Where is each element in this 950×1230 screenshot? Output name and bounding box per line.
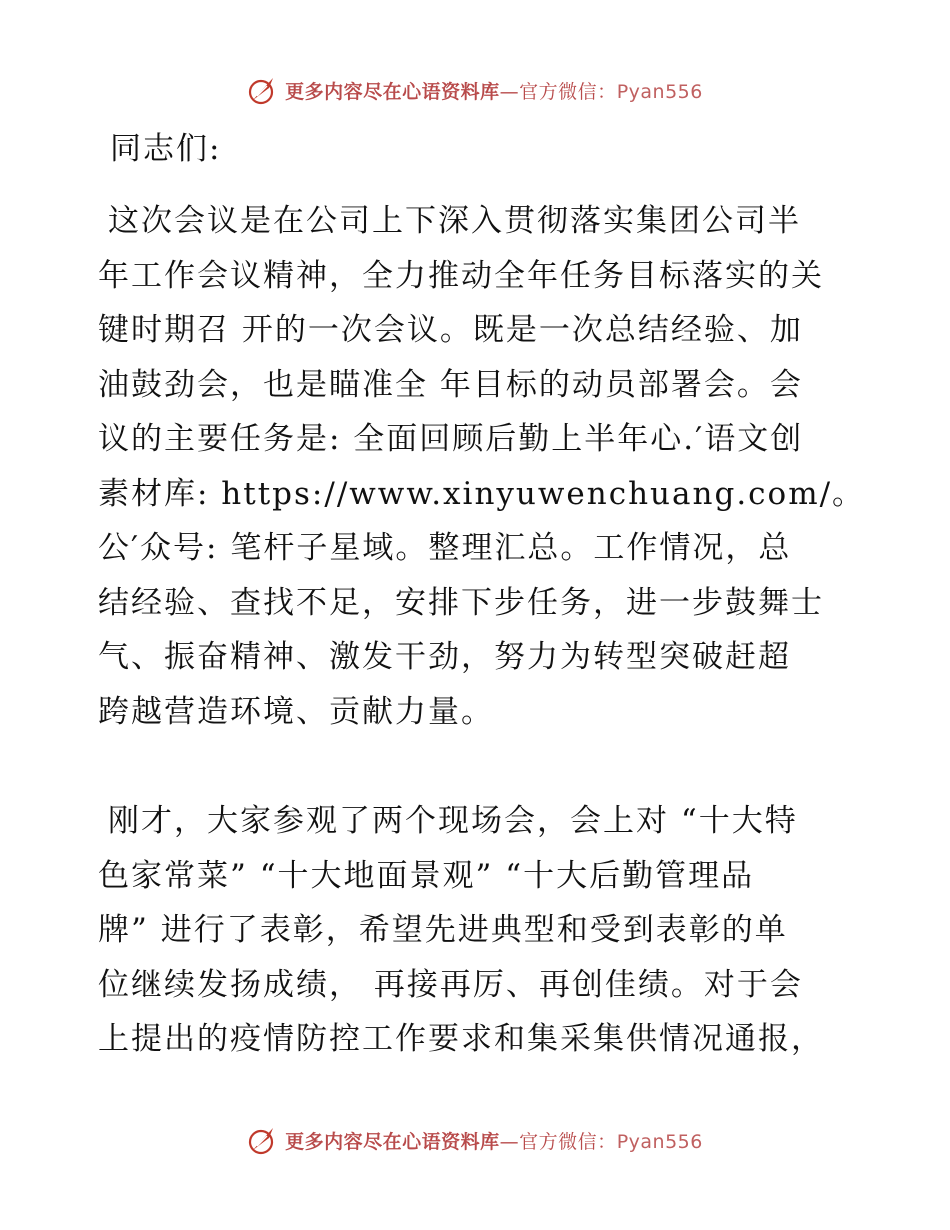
paragraph-line: 油鼓劲会，也是瞄准全 年目标的动员部署会。会 <box>98 366 803 403</box>
paragraph-line: 键时期召 开的一次会议。既是一次总结经验、加 <box>98 312 803 348</box>
paragraph-line: 气、振奋精神、激发干劲，努力为转型突破赶超 <box>98 639 791 675</box>
paragraph-line: 素材库: https://www.xinyuwenchuang.com/。 <box>98 475 866 512</box>
footer-banner-text <box>285 1127 703 1154</box>
footer-banner <box>0 1120 950 1160</box>
paragraph-line: 年工作会议精神，全力推动全年任务目标落实的关 <box>98 257 824 294</box>
quill-logo-icon <box>247 1124 279 1156</box>
header-banner-wechat-label: 官方微信： <box>519 80 617 103</box>
paragraph-line: 结经验、查找不足，安排下步任务，进一步鼓舞士 <box>98 584 824 621</box>
footer-banner-account: Pyan556 <box>616 1130 703 1153</box>
paragraph-line: 上提出的疫情防控工作要求和集采集供情况通报， <box>98 1021 824 1057</box>
footer-banner-separator: — <box>499 1130 520 1153</box>
header-banner <box>0 70 950 110</box>
paragraph-1 <box>98 194 866 739</box>
document-body <box>98 122 866 1057</box>
salutation: 同志们: <box>110 131 222 167</box>
header-banner-separator: — <box>499 80 520 103</box>
paragraph-line: 议的主要任务是: 全面回顾后勤上半年心.′语文创 <box>98 421 804 457</box>
paragraph-line: 色家常菜” “十大地面景观” “十大后勤管理品 <box>98 857 755 894</box>
header-banner-text <box>285 77 703 104</box>
paragraph-line: 公′众号: 笔杆子星域。整理汇总。工作情况，总 <box>98 530 792 566</box>
paragraph-line: 位继续发扬成绩， 再接再厉、再创佳绩。对于会 <box>98 966 803 1003</box>
footer-banner-prefix: 更多内容尽在心语资料库 <box>285 1130 500 1153</box>
paragraph-line: 跨越营造环境、贡献力量。 <box>98 693 494 730</box>
paragraph-line: 刚才，大家参观了两个现场会，会上对 “十大特 <box>108 803 798 839</box>
paragraph-2 <box>98 794 858 1067</box>
paragraph-line: 牌” 进行了表彰，希望先进典型和受到表彰的单 <box>98 912 788 948</box>
footer-banner-wechat-label: 官方微信： <box>519 1130 617 1153</box>
header-banner-prefix: 更多内容尽在心语资料库 <box>285 80 500 103</box>
quill-logo-icon <box>247 74 279 106</box>
header-banner-account: Pyan556 <box>616 80 703 103</box>
paragraph-line: 这次会议是在公司上下深入贯彻落实集团公司半 <box>108 203 801 239</box>
